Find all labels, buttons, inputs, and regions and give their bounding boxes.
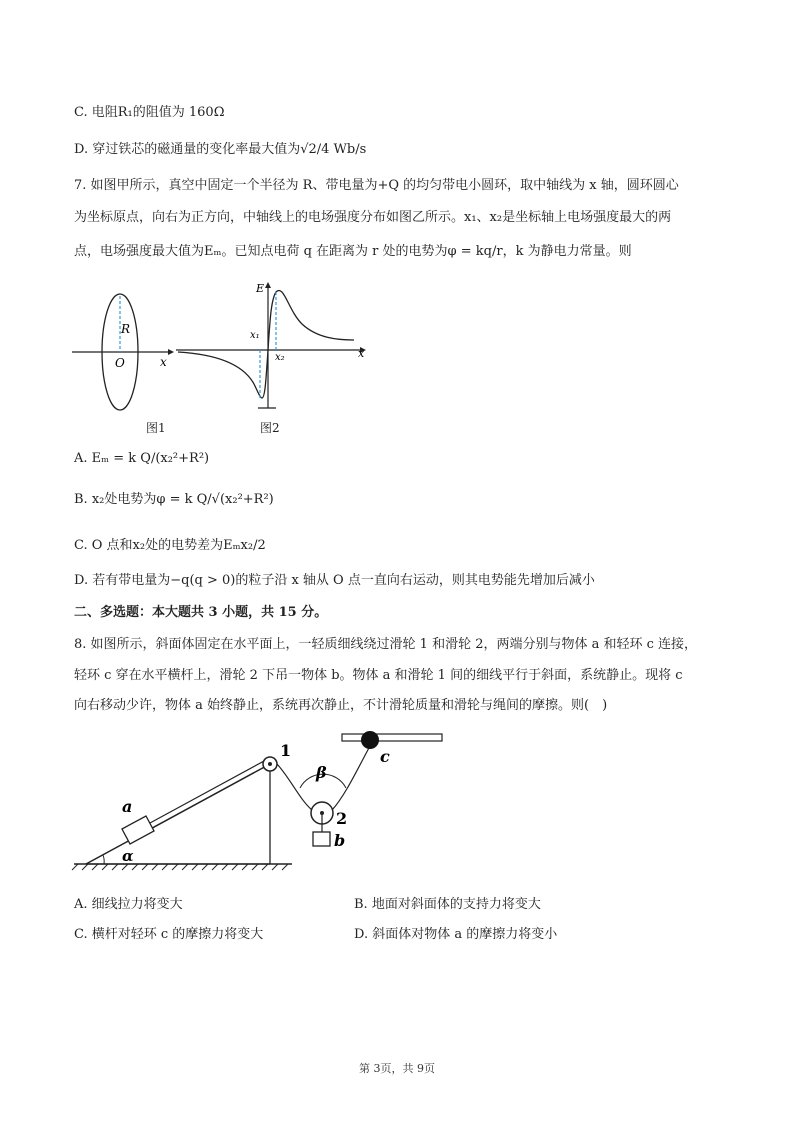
q8-option-d: D. 斜面体对物体 a 的摩擦力将变小	[354, 927, 558, 942]
fig1-label-x: x	[160, 355, 167, 369]
fig1-label-O: O	[115, 356, 125, 370]
q8-option-c: C. 横杆对轻环 c 的摩擦力将变大	[74, 927, 264, 942]
q8-stem-line3: 向右移动少许，物体 a 始终静止，系统再次静止，不计滑轮质量和滑轮与绳间的摩擦。则( )	[74, 698, 608, 713]
q8-figure	[70, 728, 450, 878]
q8-fig-label-1: 1	[280, 741, 292, 760]
q8-fig-label-2: 2	[336, 809, 348, 828]
fig2-label-x: x	[358, 347, 365, 360]
q7-stem-line2: 为坐标原点，向右为正方向，中轴线上的电场强度分布如图乙所示。x₁、x₂是坐标轴上电场强度最大的两	[74, 210, 672, 225]
q8-fig-label-c: c	[380, 747, 390, 766]
q7-option-d: D. 若有带电量为−q(q > 0)的粒子沿 x 轴从 O 点一直向右运动，则其电势能先增加后减小	[74, 573, 595, 588]
q8-fig-label-alpha: α	[122, 847, 134, 865]
q7-figure-1-caption: 图1	[146, 421, 166, 435]
fig2-label-E: E	[256, 282, 265, 295]
q8-stem-line2: 轻环 c 穿在水平横杆上，滑轮 2 下吊一物体 b。物体 a 和滑轮 1 间的细线平行于斜面，系统静止。现将 c	[74, 668, 683, 683]
q8-option-a: A. 细线拉力将变大	[74, 897, 183, 912]
q8-fig-label-a: a	[122, 797, 133, 816]
q7-stem-line1: 7. 如图甲所示，真空中固定一个半径为 R、带电量为+Q 的均匀带电小圆环，取中轴线为 x 轴，圆环圆心	[74, 178, 679, 193]
section-2-title: 二、多选题：本大题共 3 小题，共 15 分。	[74, 605, 328, 620]
q8-stem-line1: 8. 如图所示，斜面体固定在水平面上，一轻质细线绕过滑轮 1 和滑轮 2，两端分别与物体 a 和轻环 c 连接，	[74, 637, 698, 652]
q6-option-d: D. 穿过铁芯的磁通量的变化率最大值为√2/4 Wb/s	[74, 142, 367, 157]
q7-option-c: C. O 点和x₂处的电势差为Eₘx₂/2	[74, 538, 266, 553]
fig2-label-x1: x₁	[250, 330, 260, 341]
q7-figure-1	[68, 290, 178, 415]
q7-stem-line3: 点，电场强度最大值为Eₘ。已知点电荷 q 在距离为 r 处的电势为φ = kq/r，k 为静电力常量。则	[74, 244, 632, 259]
q8-option-b: B. 地面对斜面体的支持力将变大	[354, 897, 541, 912]
q7-figure-2-caption: 图2	[260, 421, 280, 435]
fig1-label-R: R	[121, 322, 131, 336]
q7-option-b: B. x₂处电势为φ = k Q/√(x₂²+R²)	[74, 492, 274, 507]
q7-option-a: A. Eₘ = k Q/(x₂²+R²)	[74, 451, 210, 466]
q8-fig-label-beta: β	[316, 763, 327, 782]
page-footer: 第 3页，共 9页	[359, 1062, 435, 1075]
q7-figure-2	[172, 280, 372, 415]
q6-option-c: C. 电阻R₁的阻值为 160Ω	[74, 105, 225, 120]
q8-fig-label-b: b	[334, 831, 346, 850]
fig2-label-x2: x₂	[275, 352, 285, 363]
